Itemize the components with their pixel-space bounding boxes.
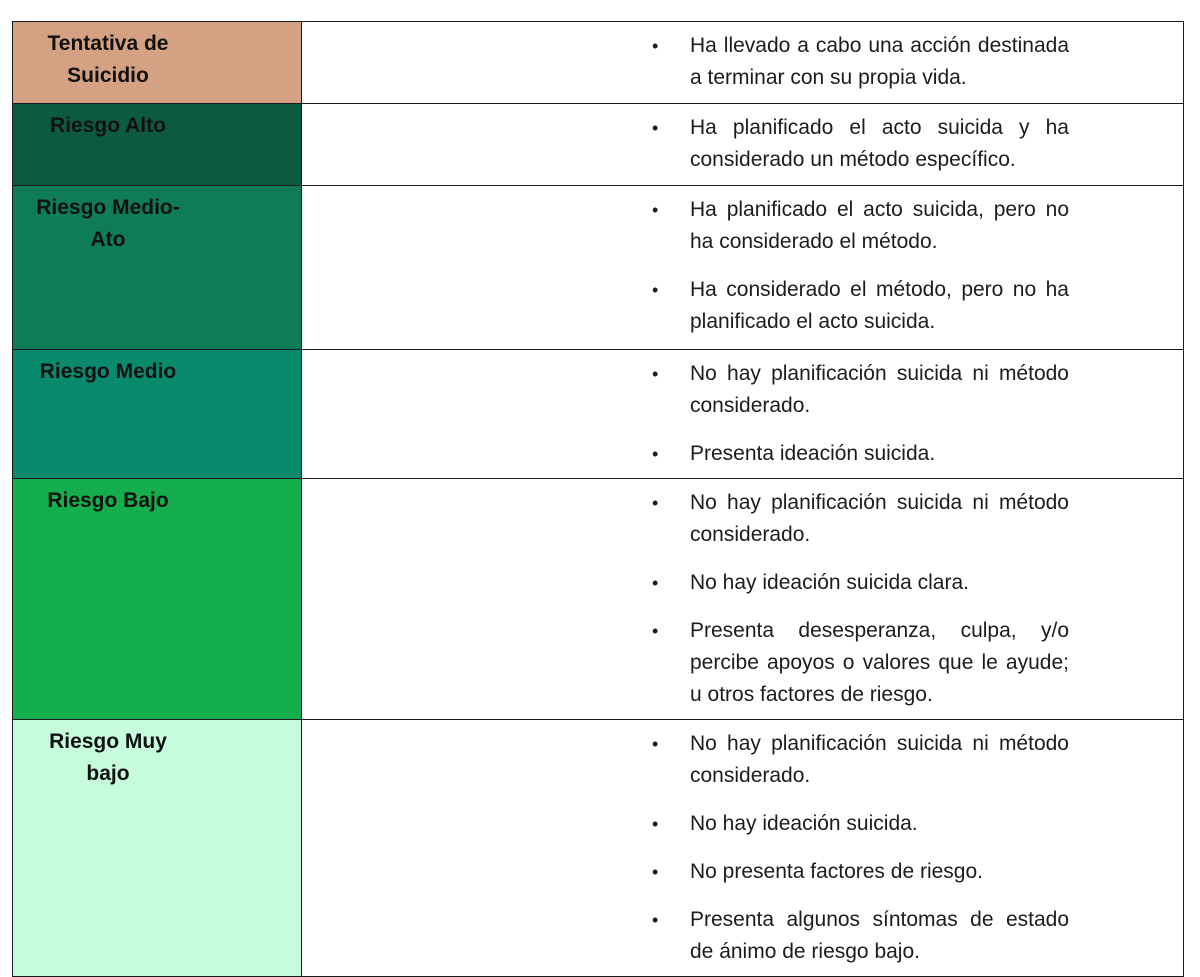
criteria-item — [652, 358, 1069, 422]
criteria-text: Presenta desesperanza, culpa, y/o percibe apoyos o valores que le ayude; u otros factores de riesgo. — [690, 619, 1069, 706]
risk-description-cell — [302, 22, 1184, 104]
risk-level-cell — [13, 720, 302, 977]
criteria-item — [652, 112, 1069, 176]
bullet-icon: • — [652, 444, 659, 464]
risk-description-cell — [302, 350, 1184, 479]
criteria-item — [652, 904, 1069, 968]
criteria-list — [302, 720, 1183, 976]
risk-row-1 — [13, 22, 1184, 104]
bullet-icon: • — [652, 493, 659, 513]
risk-level-cell — [13, 350, 302, 479]
bullet-icon: • — [652, 573, 659, 593]
bullet-icon: • — [652, 621, 659, 641]
criteria-text: No hay planificación suicida ni método considerado. — [690, 491, 1069, 546]
bullet-icon: • — [652, 364, 659, 384]
criteria-list — [302, 104, 1183, 184]
risk-row-5 — [13, 479, 1184, 720]
bullet-icon: • — [652, 734, 659, 754]
risk-row-4 — [13, 350, 1184, 479]
criteria-text: No hay ideación suicida clara. — [690, 571, 969, 594]
risk-row-6 — [13, 720, 1184, 977]
risk-description-cell — [302, 104, 1184, 186]
bullet-icon: • — [652, 280, 659, 300]
risk-description-cell — [302, 186, 1184, 350]
criteria-item — [652, 438, 1069, 470]
risk-row-2 — [13, 104, 1184, 186]
criteria-item — [652, 808, 1069, 840]
risk-level-label: Riesgo Medio- Ato — [36, 196, 180, 251]
criteria-list — [302, 22, 1183, 102]
bullet-icon: • — [652, 36, 659, 56]
risk-table-body — [13, 22, 1184, 977]
criteria-item — [652, 728, 1069, 792]
risk-level-label: Tentativa de Suicidio — [47, 32, 169, 87]
criteria-text: No hay ideación suicida. — [690, 812, 918, 835]
criteria-item — [652, 274, 1069, 338]
bullet-icon: • — [652, 118, 659, 138]
risk-level-label: Riesgo Alto — [50, 114, 166, 137]
bullet-icon: • — [652, 862, 659, 882]
criteria-item — [652, 615, 1069, 711]
criteria-item — [652, 856, 1069, 888]
criteria-text: Ha planificado el acto suicida y ha considerado un método específico. — [690, 116, 1069, 171]
criteria-text: No hay planificación suicida ni método considerado. — [690, 732, 1069, 787]
risk-level-cell — [13, 479, 302, 720]
bullet-icon: • — [652, 200, 659, 220]
criteria-item — [652, 567, 1069, 599]
criteria-text: Ha considerado el método, pero no ha planificado el acto suicida. — [690, 278, 1069, 333]
risk-level-table — [12, 21, 1184, 977]
criteria-text: Ha planificado el acto suicida, pero no ha considerado el método. — [690, 198, 1069, 253]
risk-level-cell — [13, 104, 302, 186]
criteria-list — [302, 186, 1183, 346]
criteria-list — [302, 479, 1183, 719]
criteria-text: Presenta algunos síntomas de estado de ánimo de riesgo bajo. — [690, 908, 1069, 963]
criteria-item — [652, 194, 1069, 258]
bullet-icon: • — [652, 814, 659, 834]
criteria-text: No presenta factores de riesgo. — [690, 860, 983, 883]
bullet-icon: • — [652, 910, 659, 930]
risk-level-label: Riesgo Muy bajo — [49, 730, 167, 785]
risk-description-cell — [302, 720, 1184, 977]
criteria-text: No hay planificación suicida ni método considerado. — [690, 362, 1069, 417]
criteria-text: Ha llevado a cabo una acción destinada a terminar con su propia vida. — [690, 34, 1069, 89]
criteria-item — [652, 487, 1069, 551]
risk-level-cell — [13, 22, 302, 104]
criteria-item — [652, 30, 1069, 94]
criteria-text: Presenta ideación suicida. — [690, 442, 936, 465]
risk-level-label: Riesgo Medio — [39, 360, 177, 383]
risk-row-3 — [13, 186, 1184, 350]
risk-description-cell — [302, 479, 1184, 720]
risk-level-cell — [13, 186, 302, 350]
criteria-list — [302, 350, 1183, 478]
risk-level-label: Riesgo Bajo — [47, 489, 169, 512]
